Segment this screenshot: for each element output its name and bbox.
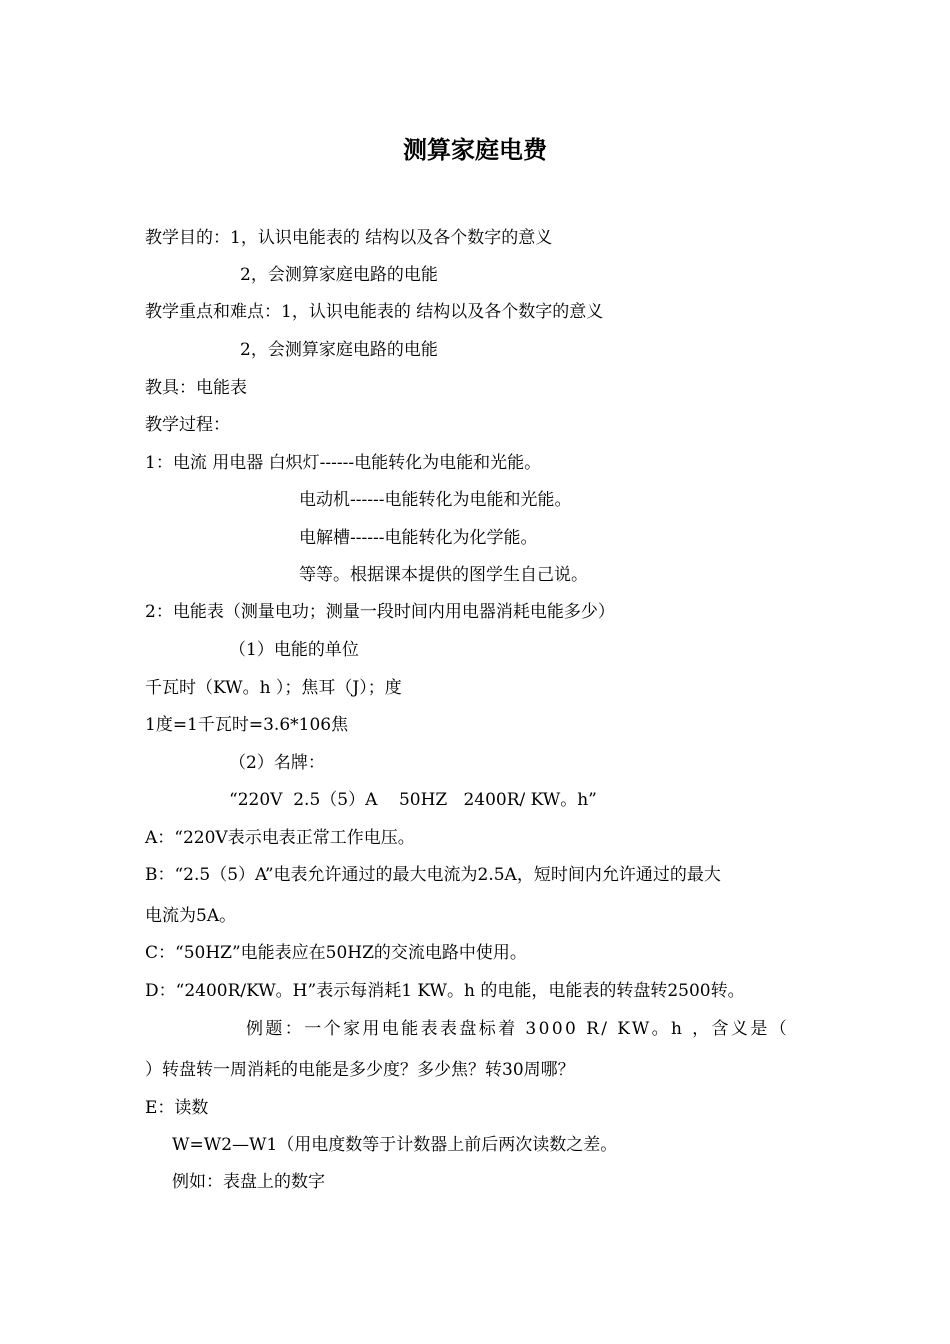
document-title: 测算家庭电费 bbox=[403, 136, 547, 164]
line-item-2: 2：电能表（测量电功；测量一段时间内用电器消耗电能多少） bbox=[145, 602, 615, 622]
line-c: C：“50HZ”电能表应在50HZ的交流电路中使用。 bbox=[145, 943, 527, 963]
line-example-digits: 例如：表盘上的数字 bbox=[172, 1172, 325, 1192]
line-units: 千瓦时（KW。h ）；焦耳（J）；度 bbox=[145, 678, 402, 698]
line-e: E：读数 bbox=[145, 1098, 209, 1118]
line-key-points: 教学重点和难点：1，认识电能表的 结构以及各个数字的意义 bbox=[145, 302, 604, 322]
line-d: D：“2400R/KW。H”表示每消耗1 KW。h 的电能，电能表的转盘转2500转。 bbox=[145, 981, 745, 1001]
line-example: 例题：一个家用电能表表盘标着 3000 R/ KW。h ，含义是（ bbox=[246, 1019, 790, 1039]
line-nameplate-heading: （2）名牌： bbox=[229, 753, 325, 773]
line-a: A：“220V表示电表正常工作电压。 bbox=[145, 828, 415, 848]
line-item-1: 1：电流 用电器 白炽灯------电能转化为电能和光能。 bbox=[145, 453, 542, 473]
line-nameplate: “220V 2.5（5）A 50HZ 2400R/ KW。h” bbox=[229, 790, 597, 810]
line-motor: 电动机------电能转化为电能和光能。 bbox=[299, 490, 572, 510]
line-teaching-process: 教学过程： bbox=[145, 415, 230, 435]
line-electrolyzer: 电解槽------电能转化为化学能。 bbox=[299, 528, 538, 548]
line-formula: W=W2—W1（用电度数等于计数器上前后两次读数之差。 bbox=[172, 1135, 618, 1155]
line-conversion: 1度=1千瓦时=3.6*106焦 bbox=[145, 715, 349, 735]
line-example-cont: ）转盘转一周消耗的电能是多少度？多少焦？转30周哪？ bbox=[145, 1060, 575, 1080]
line-teaching-goal-2: 2，会测算家庭电路的电能 bbox=[240, 265, 438, 285]
line-b-cont: 电流为5A。 bbox=[145, 906, 237, 926]
line-key-points-2: 2，会测算家庭电路的电能 bbox=[240, 340, 438, 360]
line-etc: 等等。根据课本提供的图学生自己说。 bbox=[299, 565, 588, 585]
line-b: B：“2.5（5）A”电表允许通过的最大电流为2.5A，短时间内允许通过的最大 bbox=[145, 865, 721, 885]
line-teaching-aids: 教具：电能表 bbox=[145, 378, 247, 398]
line-teaching-goal: 教学目的：1，认识电能表的 结构以及各个数字的意义 bbox=[145, 228, 553, 248]
line-unit-heading: （1）电能的单位 bbox=[229, 640, 359, 660]
